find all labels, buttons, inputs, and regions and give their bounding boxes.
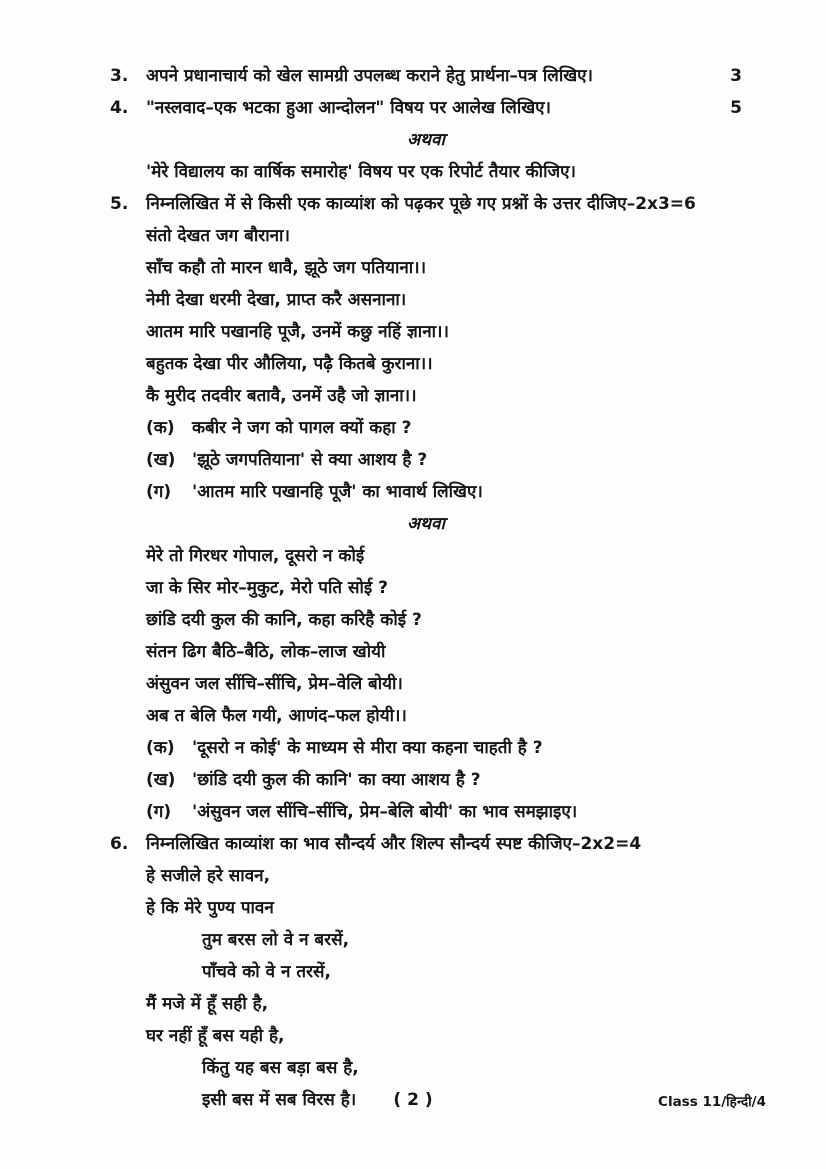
verse-line-text: संतो देखत जग बौराना।: [146, 226, 290, 246]
or-heading-text: अथवा: [407, 130, 445, 150]
verse-line-text: बहुतक देखा पीर औलिया, पढ़ै कितबे कुराना।।: [146, 354, 433, 374]
verse-line: [110, 608, 742, 632]
subquestion-label: (क): [146, 738, 175, 758]
verse-line-text: अब त बेलि फैल गयी, आणंद–फल होयी।।: [146, 706, 407, 726]
verse-line-text: छांडि दयी कुल की कानि, कहा करिहै कोई ?: [146, 610, 422, 630]
verse-line: [110, 256, 742, 280]
footer-class-label: Class 11/हिन्दी/4: [658, 1094, 766, 1110]
question-row: [110, 96, 742, 120]
subquestion-text: 'दूसरो न कोई' के माध्यम से मीरा क्या कहना चाहती है ?: [192, 738, 543, 758]
verse-line: [110, 576, 742, 600]
verse-line-text: मैं मजे में हूँ सही है,: [146, 994, 269, 1014]
verse-line-text: हे सजीले हरे सावन,: [146, 866, 271, 886]
verse-line-text: तुम बरस लो वे न बरसें,: [202, 930, 350, 950]
alternative-question-text: 'मेरे विद्यालय का वार्षिक समारोह' विषय पर एक रिपोर्ट तैयार कीजिए।: [146, 162, 576, 182]
verse-line-text: नेमी देखा धरमी देखा, प्राप्त करै असनाना।: [146, 290, 407, 310]
subquestion-row: [146, 800, 742, 824]
verse-line-text: संतन ढिग बैठि–बैठि, लोक–लाज खोयी: [146, 642, 386, 662]
verse-line: [110, 864, 742, 888]
subquestion-row: [146, 416, 742, 440]
subquestion-text: कबीर ने जग को पागल क्यों कहा ?: [192, 418, 412, 438]
verse-line: [110, 640, 742, 664]
subquestion-row: [146, 480, 742, 504]
verse-line: [110, 288, 742, 312]
page-number: ( 2 ): [393, 1090, 433, 1110]
question-text: निम्नलिखित में से किसी एक काव्यांश को पढ़कर पूछे गए प्रश्नों के उत्तर दीजिए–2x3=6: [146, 194, 696, 214]
subquestion-label: (ग): [146, 482, 172, 502]
verse-line: [110, 384, 742, 408]
verse-line: [110, 928, 742, 952]
verse-line: [110, 672, 742, 696]
question-number: 3.: [110, 66, 129, 86]
verse-line-text: अंसुवन जल सींचि–सींचि, प्रेम–वेलि बोयी।: [146, 674, 403, 694]
question-list: [110, 62, 742, 1120]
question-row: [110, 832, 742, 856]
subquestion-text: 'आतम मारि पखानहि पूजै' का भावार्थ लिखिए।: [192, 482, 483, 502]
verse-line: [110, 544, 742, 568]
verse-line-text: जा के सिर मोर–मुकुट, मेरो पति सोई ?: [146, 578, 388, 598]
question-row: [110, 192, 742, 216]
verse-line-text: मेरे तो गिरधर गोपाल, दूसरो न कोई: [146, 546, 365, 566]
subquestion-label: (ख): [146, 770, 176, 790]
verse-line-text: घर नहीं हूँ बस यही है,: [146, 1026, 285, 1046]
verse-line-text: आतम मारि पखानहि पूजै, उनमें कछु नहिं ज्ञाना।।: [146, 322, 449, 342]
subquestion-text: 'अंसुवन जल सींचि–सींचि, प्रेम–बेलि बोयी' का भाव समझाइए।: [192, 802, 578, 822]
verse-line: [110, 320, 742, 344]
question-row: [110, 64, 742, 88]
question-number: 5.: [110, 194, 129, 214]
page-footer: [0, 1090, 826, 1122]
subquestion-text: 'झूठे जगपतियाना' से क्या आशय है ?: [192, 450, 428, 470]
subquestion-label: (ख): [146, 450, 176, 470]
verse-line: [110, 352, 742, 376]
subquestion-label: (ग): [146, 802, 172, 822]
subquestion-row: [146, 768, 742, 792]
alternative-question-line: [110, 160, 742, 184]
verse-line-text: कै मुरीद तदवीर बतावै, उनमें उहै जो ज्ञाना।।: [146, 386, 417, 406]
verse-line-text: साँच कहौ तो मारन धावै, झूठे जग पतियाना।।: [146, 258, 427, 278]
verse-line: [110, 896, 742, 920]
verse-line-text: इसी बस में सब विरस है।: [202, 1090, 357, 1110]
question-marks: 5: [730, 98, 742, 118]
or-heading: [110, 512, 742, 536]
subquestion-text: 'छांडि दयी कुल की कानि' का क्या आशय है ?: [192, 770, 481, 790]
question-text: "नस्लवाद–एक भटका हुआ आन्दोलन" विषय पर आलेख लिखिए।: [146, 98, 551, 118]
verse-line: [110, 704, 742, 728]
question-marks: 3: [730, 66, 742, 86]
subquestion-label: (क): [146, 418, 175, 438]
or-heading-text: अथवा: [407, 514, 445, 534]
verse-line: [110, 1056, 742, 1080]
verse-line-text: किंतु यह बस बड़ा बस है,: [202, 1058, 359, 1078]
question-number: 4.: [110, 98, 129, 118]
verse-line: [110, 1024, 742, 1048]
or-heading: [110, 128, 742, 152]
question-text: अपने प्रधानाचार्य को खेल सामग्री उपलब्ध कराने हेतु प्रार्थना–पत्र लिखिए।: [146, 66, 593, 86]
subquestion-row: [146, 448, 742, 472]
verse-line: [110, 992, 742, 1016]
question-number: 6.: [110, 834, 129, 854]
verse-line-text: हे कि मेरे पुण्य पावन: [146, 898, 274, 918]
verse-line-text: पाँचवे को वे न तरसें,: [202, 962, 331, 982]
verse-line: [110, 960, 742, 984]
question-text: निम्नलिखित काव्यांश का भाव सौन्दर्य और शिल्प सौन्दर्य स्पष्ट कीजिए–2x2=4: [146, 834, 642, 854]
verse-line: [110, 224, 742, 248]
subquestion-row: [146, 736, 742, 760]
